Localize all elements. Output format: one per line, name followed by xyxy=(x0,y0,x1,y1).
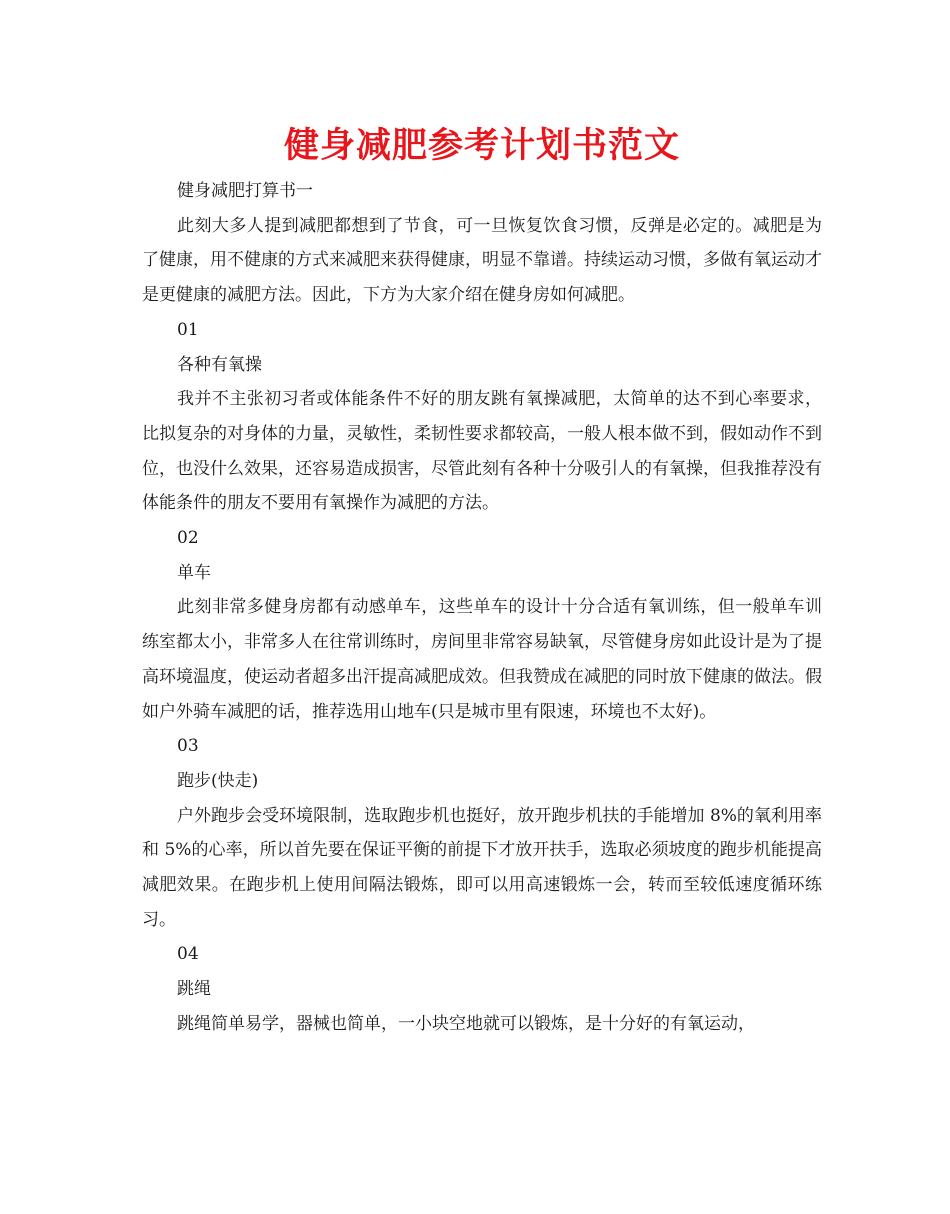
document-page xyxy=(142,118,822,1042)
section-04 xyxy=(142,937,822,1041)
document-subtitle: 健身减肥打算书一 xyxy=(177,181,313,201)
document-title: 健身减肥参考计划书范文 xyxy=(283,126,680,166)
section-body: 跳绳简单易学，器械也简单，一小块空地就可以锻炼，是十分好的有氧运动， xyxy=(177,1013,755,1034)
section-body: 此刻非常多健身房都有动感单车，这些单车的设计十分合适有氧训练，但一般单车训练室都太小，非常多人在往常训练时，房间里非常容易缺氧，尽管健身房如此设计是为了提高环境温度，使运动者超多出汗提高减肥成效。但我赞成在减肥的同时放下健康的做法。假如户外骑车减肥的话，推荐选用山地车(只是城市里有限速，环境也不太好)。 xyxy=(142,597,822,722)
section-body: 户外跑步会受环境限制，选取跑步机也挺好，放开跑步机扶的手能增加 8%的氧利用率和 5%的心率，所以首先要在保证平衡的前提下才放开扶手，选取必须坡度的跑步机能提高减肥效果。在跑步机上使用间隔法锻炼，即可以用高速锻炼一会，转而至较低速度循环练习。 xyxy=(142,805,822,930)
section-01 xyxy=(142,313,822,521)
section-number: 02 xyxy=(177,528,199,549)
section-body: 我并不主张初习者或体能条件不好的朋友跳有氧操减肥，太简单的达不到心率要求，比拟复杂的对身体的力量，灵敏性，柔韧性要求都较高，一般人根本做不到，假如动作不到位，也没什么效果，还容易造成损害，尽管此刻有各种十分吸引人的有氧操，但我推荐没有体能条件的朋友不要用有氧操作为减肥的方法。 xyxy=(142,389,822,514)
section-number: 04 xyxy=(177,944,199,965)
section-heading: 跑步(快走) xyxy=(177,770,259,791)
section-02 xyxy=(142,521,822,729)
section-number: 01 xyxy=(177,319,199,340)
intro-paragraph: 此刻大多人提到减肥都想到了节食，可一旦恢复饮食习惯，反弹是必定的。减肥是为了健康，用不健康的方式来减肥来获得健康，明显不靠谱。持续运动习惯，多做有氧运动才是更健康的减肥方法。因此，下方为大家介绍在健身房如何减肥。 xyxy=(142,215,822,306)
section-heading: 单车 xyxy=(177,562,211,583)
section-heading: 跳绳 xyxy=(177,979,211,1000)
section-heading: 各种有氧操 xyxy=(177,354,262,375)
section-03 xyxy=(142,729,822,937)
section-number: 03 xyxy=(177,736,199,757)
